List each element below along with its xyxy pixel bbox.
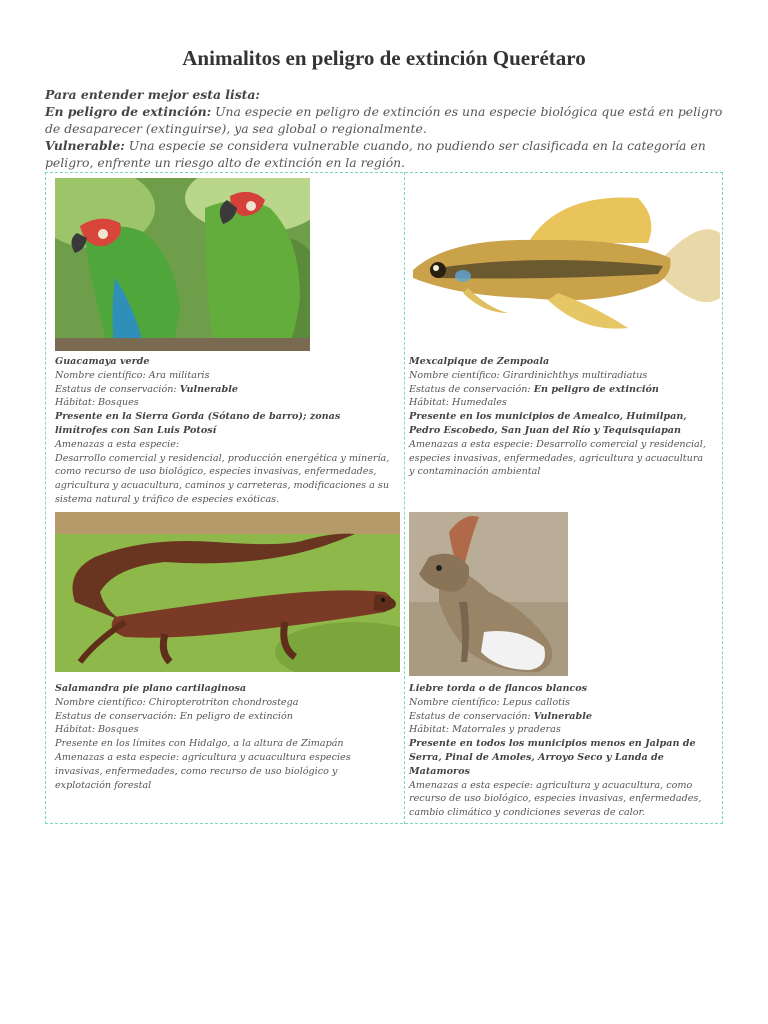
salamander-photo — [55, 512, 400, 672]
conservation-status: Estatus de conservación: Vulnerable — [55, 383, 238, 395]
presence: Presente en todos los municipios menos en Jalpan de Serra, Pinal de Amoles, Arroyo Seco y Landa de Matamoros — [409, 738, 696, 777]
intro — [45, 86, 725, 171]
habitat: Hábitat: Humedales — [409, 397, 507, 409]
habitat: Hábitat: Bosques — [55, 397, 139, 409]
threats-label: Amenazas a esta especie: — [55, 438, 180, 450]
threats: Amenazas a esta especie: agricultura y acuacultura, como recurso de uso biológico, especies invasivas, enfermedades, cambio climático y condiciones severas de calor. — [409, 779, 702, 819]
species-card-fish — [409, 355, 709, 479]
presence: Presente en la Sierra Gorda (Sótano de barro); zonas limítrofes con San Luis Potosí — [55, 411, 341, 436]
intro-heading: Para entender mejor esta lista: — [45, 87, 261, 102]
presence: Presente en los municipios de Amealco, Huimilpan, Pedro Escobedo, San Juan del Río y Tequisquiapan — [409, 411, 687, 436]
habitat: Hábitat: Matorrales y praderas — [409, 724, 561, 736]
habitat: Hábitat: Bosques — [55, 724, 139, 736]
species-card-parrot — [55, 355, 395, 507]
threats: Desarrollo comercial y residencial, producción energética y minería, como recurso de uso biológico, especies invasivas, enfermedades, agricultura y acuacultura, caminos y carreteras, modificaciones a su sistema natural y tráfico de especies exóticas. — [55, 452, 390, 505]
def-endangered-text: Una especie en peligro de extinción es una especie biológica que está en peligro de desaparecer (extinguirse), ya sea global o regionalmente. — [45, 104, 723, 136]
conservation-status: Estatus de conservación: Vulnerable — [409, 710, 592, 722]
species-name: Mexcalpique de Zempoala — [409, 356, 550, 367]
presence: Presente en los límites con Hidalgo, a la altura de Zimapán — [55, 738, 344, 750]
species-name: Salamandra pie plano cartilaginosa — [55, 683, 247, 694]
page-title: Animalitos en peligro de extinción Querétaro — [182, 46, 586, 70]
scientific-name: Nombre científico: Chiropterotriton chondrostega — [55, 696, 299, 708]
table-divider — [404, 172, 405, 824]
scientific-name: Nombre científico: Lepus callotis — [409, 696, 570, 708]
species-card-hare — [409, 682, 709, 820]
scientific-name: Nombre científico: Girardinichthys multiradiatus — [409, 369, 648, 381]
hare-photo — [409, 512, 568, 676]
scientific-name: Nombre científico: Ara militaris — [55, 369, 210, 381]
species-card-salamander — [55, 682, 395, 792]
def-vulnerable-text: Una especie se considera vulnerable cuando, no pudiendo ser clasificada en la categoría en peligro, enfrente un riesgo alto de extinción en la región. — [45, 138, 706, 170]
threats: Amenazas a esta especie: agricultura y acuacultura especies invasivas, enfermedades, como recurso de uso biológico y explotación forestal — [55, 751, 351, 791]
parrot-photo — [55, 178, 310, 351]
species-name: Liebre torda o de flancos blancos — [409, 683, 588, 694]
conservation-status: Estatus de conservación: En peligro de extinción — [55, 710, 293, 722]
def-endangered-term: En peligro de extinción: — [45, 104, 212, 119]
species-name: Guacamaya verde — [55, 356, 150, 367]
fish-photo — [408, 188, 720, 336]
conservation-status: Estatus de conservación: En peligro de extinción — [409, 383, 659, 395]
def-vulnerable-term: Vulnerable: — [45, 138, 125, 153]
threats: Amenazas a esta especie: Desarrollo comercial y residencial, especies invasivas, enfermedades, agricultura y acuacultura y contaminación ambiental — [409, 438, 706, 478]
